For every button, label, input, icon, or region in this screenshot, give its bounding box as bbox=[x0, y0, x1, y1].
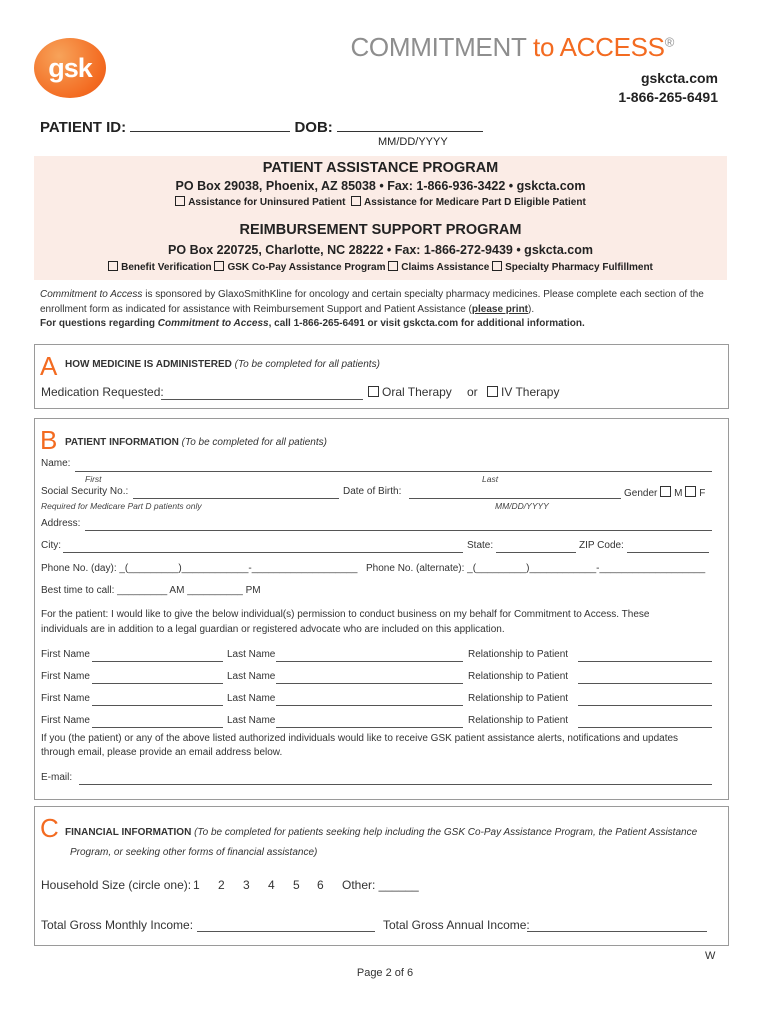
checkbox-icon[interactable] bbox=[175, 196, 185, 206]
checkbox-icon[interactable] bbox=[685, 486, 696, 497]
section-a-header: HOW MEDICINE IS ADMINISTERED (To be completed for all patients) bbox=[65, 359, 380, 370]
rsp-option-specialty[interactable]: Specialty Pharmacy Fulfillment bbox=[492, 262, 653, 273]
section-c bbox=[34, 806, 729, 946]
last-name-label: Last Name bbox=[227, 671, 276, 682]
patient-id-line: PATIENT ID: DOB: bbox=[40, 117, 483, 136]
gender-options: Gender M F bbox=[624, 488, 706, 499]
first-hint: First bbox=[85, 474, 102, 484]
intro-line-2: enrollment form as indicated for assistance with Reimbursement Support and Patient Assistance (please print). bbox=[40, 304, 535, 315]
first-name-label: First Name bbox=[41, 671, 90, 682]
first-name-field[interactable] bbox=[92, 727, 223, 728]
rsp-option-benefit[interactable]: Benefit Verification bbox=[108, 262, 212, 273]
household-size-5[interactable]: 5 bbox=[293, 878, 300, 892]
address-field[interactable] bbox=[85, 530, 712, 531]
ssn-field[interactable] bbox=[133, 498, 339, 499]
medication-requested-field[interactable] bbox=[161, 399, 363, 400]
relationship-label: Relationship to Patient bbox=[468, 649, 569, 660]
ssn-note: Required for Medicare Part D patients only bbox=[41, 501, 202, 511]
first-name-field[interactable] bbox=[92, 705, 223, 706]
last-name-label: Last Name bbox=[227, 715, 276, 726]
first-name-field[interactable] bbox=[92, 683, 223, 684]
relationship-field[interactable] bbox=[578, 705, 712, 706]
phone-day-field[interactable]: Phone No. (day): _(_________)____________-___________________ bbox=[41, 563, 358, 574]
rsp-title: REIMBURSEMENT SUPPORT PROGRAM bbox=[239, 222, 522, 238]
pap-option-medicare[interactable]: Assistance for Medicare Part D Eligible Patient bbox=[351, 197, 586, 208]
gsk-logo: gsk bbox=[34, 38, 106, 98]
section-c-note-2: Program, or seeking other forms of financial assistance) bbox=[70, 847, 318, 858]
zip-field[interactable] bbox=[627, 552, 709, 553]
oral-therapy-option[interactable]: Oral Therapy bbox=[368, 385, 452, 399]
relationship-label: Relationship to Patient bbox=[468, 715, 569, 726]
last-hint: Last bbox=[482, 474, 499, 484]
last-name-field[interactable] bbox=[276, 683, 463, 684]
household-size-3[interactable]: 3 bbox=[243, 878, 250, 892]
permission-line-2: individuals are in addition to a legal guardian or registered advocate who are included on this application. bbox=[41, 624, 505, 635]
section-b bbox=[34, 418, 729, 800]
section-a-letter: A bbox=[40, 351, 58, 381]
city-field[interactable] bbox=[63, 552, 463, 553]
medication-requested-label: Medication Requested: bbox=[41, 385, 164, 399]
checkbox-icon[interactable] bbox=[487, 386, 498, 397]
commitment-to-access-title: COMMITMENT to ACCESS® bbox=[350, 32, 674, 62]
dob-field[interactable] bbox=[337, 117, 483, 132]
rsp-option-copay[interactable]: GSK Co-Pay Assistance Program bbox=[214, 262, 385, 273]
pap-title: PATIENT ASSISTANCE PROGRAM bbox=[262, 160, 499, 176]
first-name-label: First Name bbox=[41, 693, 90, 704]
household-size-6[interactable]: 6 bbox=[317, 878, 324, 892]
section-a bbox=[34, 344, 729, 409]
intro-line-3: For questions regarding Commitment to Access, call 1-866-265-6491 or visit gskcta.com for additional information. bbox=[40, 318, 585, 329]
first-name-field[interactable] bbox=[92, 661, 223, 662]
relationship-label: Relationship to Patient bbox=[468, 671, 569, 682]
dob-field-b[interactable] bbox=[409, 498, 621, 499]
best-time-field[interactable]: Best time to call: _________ AM __________ PM bbox=[41, 585, 261, 596]
rsp-option-claims[interactable]: Claims Assistance bbox=[388, 262, 489, 273]
permission-line-1: For the patient: I would like to give the below individual(s) permission to conduct business on my behalf for Commitment to Access. These bbox=[41, 609, 650, 620]
website-link[interactable]: gskcta.com bbox=[640, 70, 718, 86]
zip-label: ZIP Code: bbox=[579, 540, 624, 551]
monthly-income-label: Total Gross Monthly Income: bbox=[41, 918, 194, 932]
email-note-1: If you (the patient) or any of the above listed authorized individuals would like to receive GSK patient assistance alerts, notifications and updates bbox=[41, 733, 679, 744]
dob-label: Date of Birth: bbox=[343, 486, 402, 497]
section-c-letter: C bbox=[40, 813, 59, 843]
checkbox-icon[interactable] bbox=[368, 386, 379, 397]
checkbox-icon[interactable] bbox=[388, 261, 398, 271]
checkbox-icon[interactable] bbox=[660, 486, 671, 497]
rsp-address: PO Box 220725, Charlotte, NC 28222 • Fax: 1-866-272-9439 • gskcta.com bbox=[168, 243, 593, 257]
last-name-field[interactable] bbox=[276, 727, 463, 728]
household-size-other[interactable]: Other: ______ bbox=[342, 878, 419, 892]
checkbox-icon[interactable] bbox=[492, 261, 502, 271]
monthly-income-field[interactable] bbox=[197, 931, 375, 932]
annual-income-field[interactable] bbox=[527, 931, 707, 932]
state-label: State: bbox=[467, 540, 494, 551]
relationship-field[interactable] bbox=[578, 661, 712, 662]
last-name-field[interactable] bbox=[276, 705, 463, 706]
checkbox-icon[interactable] bbox=[214, 261, 224, 271]
dob-hint: MM/DD/YYYY bbox=[378, 136, 448, 148]
annual-income-label: Total Gross Annual Income: bbox=[383, 918, 530, 932]
patient-id-field[interactable] bbox=[130, 117, 290, 132]
iv-therapy-option[interactable]: IV Therapy bbox=[487, 385, 559, 399]
address-label: Address: bbox=[41, 518, 81, 529]
household-size-label: Household Size (circle one): bbox=[41, 878, 192, 892]
phone-number: 1-866-265-6491 bbox=[618, 89, 718, 105]
pap-address: PO Box 29038, Phoenix, AZ 85038 • Fax: 1-866-936-3422 • gskcta.com bbox=[175, 179, 586, 193]
relationship-label: Relationship to Patient bbox=[468, 693, 569, 704]
page-number: Page 2 of 6 bbox=[356, 967, 414, 979]
last-name-label: Last Name bbox=[227, 649, 276, 660]
ssn-label: Social Security No.: bbox=[41, 486, 129, 497]
household-size-2[interactable]: 2 bbox=[218, 878, 225, 892]
relationship-field[interactable] bbox=[578, 683, 712, 684]
phone-alt-field[interactable]: Phone No. (alternate): _(_________)____________-___________________ bbox=[366, 563, 706, 574]
first-name-label: First Name bbox=[41, 715, 90, 726]
section-b-letter: B bbox=[40, 425, 58, 455]
first-name-label: First Name bbox=[41, 649, 90, 660]
household-size-4[interactable]: 4 bbox=[268, 878, 275, 892]
section-c-header: FINANCIAL INFORMATION (To be completed for patients seeking help including the GSK Co-Pay Assistance Program, the Patient Assistance bbox=[65, 827, 698, 838]
relationship-field[interactable] bbox=[578, 727, 712, 728]
email-note-2: through email, please provide an email address below. bbox=[41, 747, 283, 758]
intro-line-1: Commitment to Access is sponsored by GlaxoSmithKline for oncology and certain specialty pharmacy medicines. Please complete each section of the bbox=[40, 289, 704, 300]
last-name-field[interactable] bbox=[276, 661, 463, 662]
checkbox-icon[interactable] bbox=[108, 261, 118, 271]
or-text: or bbox=[467, 385, 478, 399]
rsp-options bbox=[34, 261, 727, 273]
section-b-header: PATIENT INFORMATION (To be completed for all patients) bbox=[65, 437, 327, 448]
household-size-1[interactable]: 1 bbox=[193, 878, 200, 892]
page-mark: W bbox=[705, 950, 716, 962]
dob-hint-b: MM/DD/YYYY bbox=[495, 501, 549, 511]
email-field[interactable] bbox=[79, 784, 712, 785]
name-field[interactable] bbox=[75, 471, 712, 472]
name-label: Name: bbox=[41, 458, 71, 469]
email-label: E-mail: bbox=[41, 772, 73, 783]
state-field[interactable] bbox=[496, 552, 576, 553]
pap-option-uninsured[interactable]: Assistance for Uninsured Patient bbox=[175, 197, 345, 208]
pap-options bbox=[34, 196, 727, 208]
city-label: City: bbox=[41, 540, 61, 551]
checkbox-icon[interactable] bbox=[351, 196, 361, 206]
last-name-label: Last Name bbox=[227, 693, 276, 704]
program-band bbox=[34, 156, 727, 280]
